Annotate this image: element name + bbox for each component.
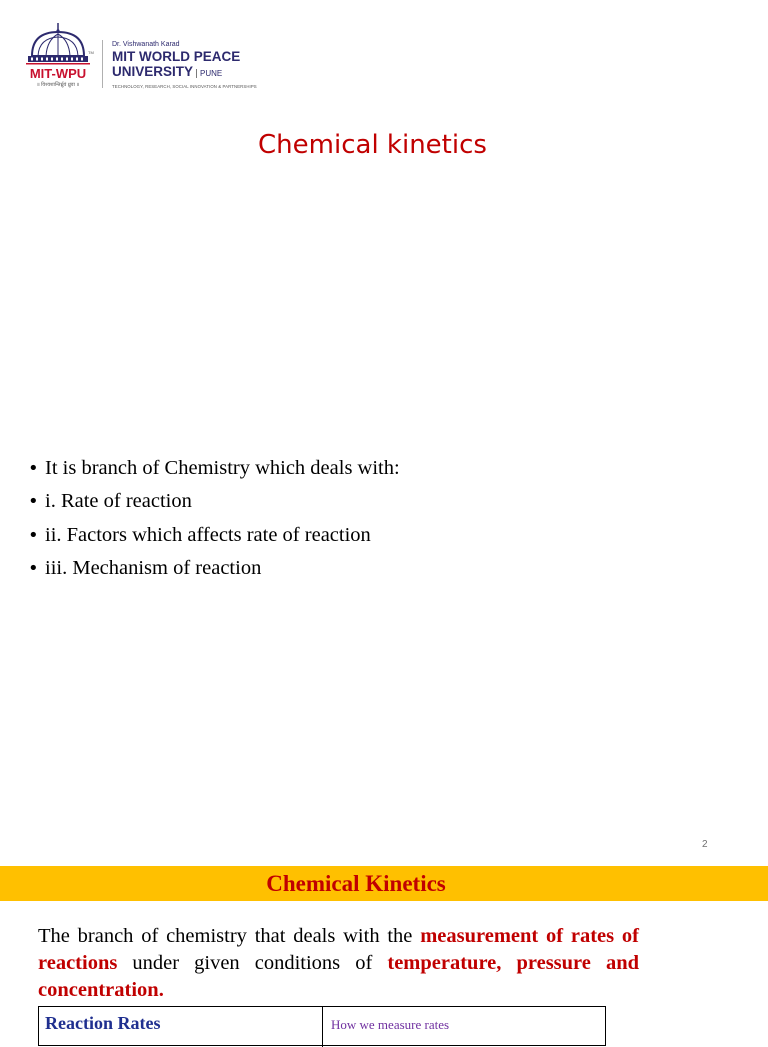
definition-paragraph: [38, 923, 639, 1004]
bullet-item: [28, 519, 400, 552]
logo-name-line2: [112, 64, 272, 81]
logo-founder: Dr. Vishwanath Karad: [112, 41, 180, 48]
logo-city: PUNE: [196, 69, 222, 78]
bullet-text: ii. Factors which affects rate of reaction: [45, 523, 371, 546]
logo-tagline: ॥ विश्वशान्तिर्ध्रुवं ध्रुवा ॥: [36, 82, 80, 88]
bullet-item: [28, 552, 400, 585]
bullet-dot-icon: •: [28, 557, 39, 579]
table-header-1: Reaction Rates: [45, 1013, 161, 1033]
table-header-2: How we measure rates: [331, 1017, 450, 1032]
bullet-item: [28, 485, 400, 518]
university-logo: [22, 22, 262, 92]
logo-mark-text: MIT-WPU: [29, 66, 87, 81]
para-text-2: under given conditions of: [117, 952, 388, 974]
title-band: [0, 866, 768, 901]
logo-subtitle: TECHNOLOGY, RESEARCH, SOCIAL INNOVATION & PARTNERSHIPS: [112, 84, 257, 89]
bullet-list: [28, 452, 400, 585]
page-number: 2: [702, 839, 708, 850]
logo-name-university: UNIVERSITY: [112, 64, 194, 79]
para-text-1: The branch of chemistry that deals with the: [38, 925, 421, 947]
rates-table: [38, 1006, 606, 1046]
bullet-dot-icon: •: [28, 491, 39, 513]
trademark-text: TM: [88, 50, 94, 55]
bullet-text: i. Rate of reaction: [45, 490, 192, 513]
bullet-text: iii. Mechanism of reaction: [45, 556, 262, 579]
band-title: Chemical Kinetics: [266, 871, 446, 896]
para-highlight-1: measurement of rates of reactions: [38, 925, 639, 974]
table-header-cell-1: [39, 1007, 323, 1047]
slide-title: Chemical kinetics: [258, 130, 487, 160]
logo-divider: [102, 40, 103, 88]
logo-wordmark: [112, 40, 272, 89]
bullet-dot-icon: •: [28, 524, 39, 546]
slide-2: [0, 866, 768, 1033]
logo-name-line1: MIT WORLD PEACE: [112, 49, 241, 64]
bullet-dot-icon: •: [28, 458, 39, 479]
para-highlight-2: temperature, pressure and concentration.: [38, 952, 640, 1001]
bullet-item: [28, 452, 400, 485]
bullet-text: It is branch of Chemistry which deals with:: [45, 457, 400, 479]
